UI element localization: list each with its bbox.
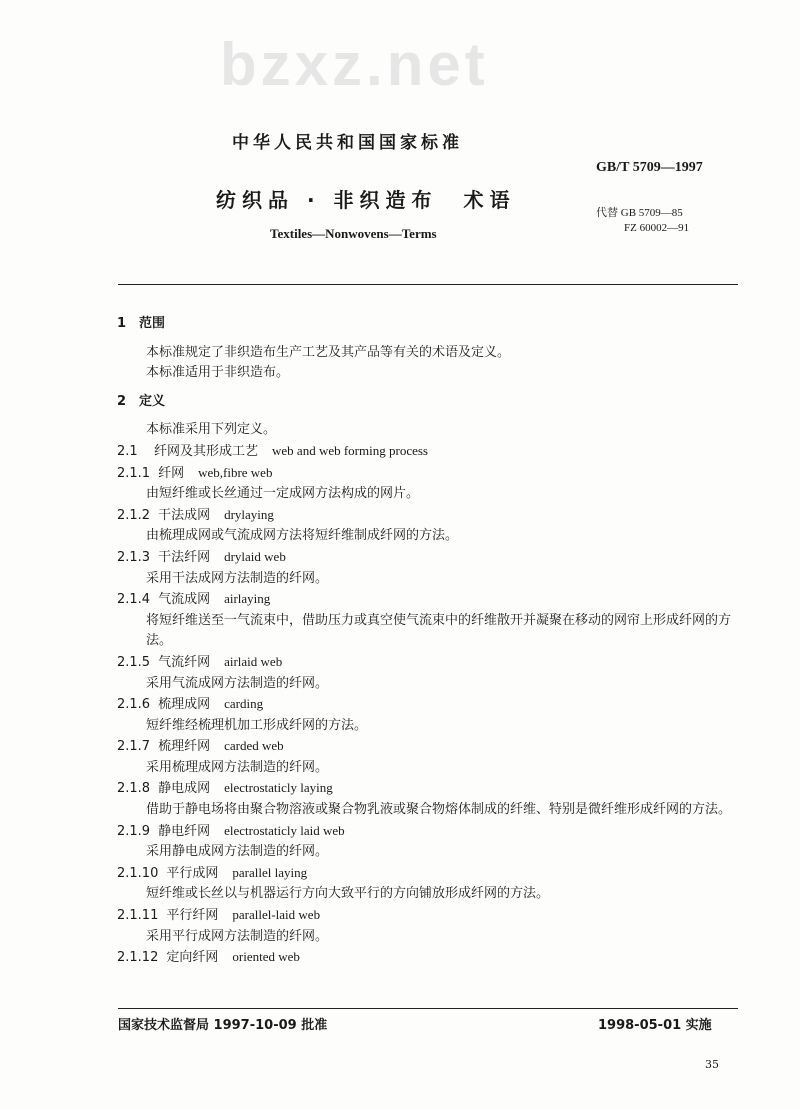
term-number: 2.1.2 (117, 507, 151, 523)
term-zh: 干法成网 (158, 507, 211, 523)
term-en: drylaying (224, 506, 274, 522)
approval-date: 国家技术监督局 1997-10-09 批准 (118, 1018, 328, 1033)
term-zh: 平行成网 (166, 865, 219, 881)
term-definition: 采用平行成网方法制造的纤网。 (146, 928, 329, 944)
replaces-item: FZ 60002—91 (624, 222, 690, 234)
section-heading: 1 范围 (117, 316, 166, 331)
footer-divider (118, 1008, 738, 1009)
term-en: parallel-laid web (232, 907, 321, 923)
term-zh: 静电成网 (158, 781, 211, 797)
watermark: bzxz.net (220, 31, 489, 98)
term-en: oriented web (232, 949, 300, 965)
term-number: 2.1.1 (117, 465, 151, 481)
term-definition: 采用气流成网方法制造的纤网。 (146, 675, 329, 691)
term-heading (117, 441, 742, 463)
term-zh: 静电纤网 (158, 823, 211, 839)
paragraph: 本标准适用于非织造布。 (146, 365, 290, 381)
term-en: carding (224, 696, 264, 712)
replaces-block (596, 206, 689, 236)
term-zh: 梳理纤网 (158, 739, 211, 755)
term-number: 2.1.9 (117, 823, 151, 839)
term-zh: 梳理成网 (158, 697, 211, 713)
term-heading (117, 547, 742, 569)
english-title: Textiles—Nonwovens—Terms (270, 226, 437, 241)
term-en: electrostaticly laying (224, 780, 333, 796)
term-zh: 定向纤网 (166, 950, 219, 966)
replaces-label: 代替 (596, 207, 618, 219)
term-zh: 纤网及其形成工艺 (154, 443, 259, 459)
term-en: web and web forming process (272, 442, 428, 458)
section-heading: 2 定义 (117, 393, 166, 409)
term-heading (117, 863, 742, 885)
term-definition: 采用静电成网方法制造的纤网。 (146, 844, 329, 860)
term-number: 2.1.8 (117, 781, 151, 797)
term-heading (117, 905, 742, 927)
term-number: 2.1.12 (117, 950, 159, 966)
term-number: 2.1 (117, 443, 138, 459)
term-heading (117, 947, 742, 969)
effective-date: 1998-05-01 实施 (598, 1018, 712, 1033)
standard-code: GB/T 5709—1997 (596, 160, 703, 175)
term-definition: 将短纤维送至一气流束中，借助压力或真空使气流束中的纤维散开并凝聚在移动的网帘上形成纤网的方法。 (146, 612, 732, 649)
term-heading (117, 589, 742, 611)
standard-type: 中华人民共和国国家标准 (232, 133, 463, 153)
header-divider (118, 284, 738, 285)
term-zh: 平行纤网 (166, 908, 219, 924)
paragraph: 本标准规定了非织造布生产工艺及其产品等有关的术语及定义。 (146, 344, 511, 360)
term-definition: 由梳理成网或气流成网方法将短纤维制成纤网的方法。 (146, 528, 459, 544)
term-en: web,fibre web (198, 464, 273, 480)
term-en: airlaid web (224, 653, 283, 669)
term-number: 2.1.11 (117, 908, 159, 924)
term-en: electrostaticly laid web (224, 822, 345, 838)
page-number: 35 (705, 1058, 719, 1071)
page-title: 纺织品 · 非织造布 术语 (216, 188, 516, 212)
term-en: carded web (224, 738, 284, 754)
term-heading (117, 463, 742, 485)
term-zh: 气流成网 (158, 592, 211, 608)
term-en: parallel laying (232, 864, 308, 880)
term-en: airlaying (224, 591, 271, 607)
term-definition: 短纤维或长丝以与机器运行方向大致平行的方向铺放形成纤网的方法。 (146, 886, 550, 902)
term-heading (117, 652, 742, 674)
term-heading (117, 736, 742, 758)
term-heading (117, 778, 742, 800)
term-zh: 干法纤网 (158, 549, 211, 565)
replaces-item: GB 5709—85 (620, 207, 683, 219)
term-heading (117, 821, 742, 843)
paragraph: 本标准采用下列定义。 (146, 422, 277, 438)
term-definition: 采用梳理成网方法制造的纤网。 (146, 759, 329, 775)
term-heading (117, 694, 742, 716)
term-number: 2.1.6 (117, 697, 151, 713)
term-zh: 纤网 (158, 465, 185, 481)
term-number: 2.1.10 (117, 865, 159, 881)
term-heading (117, 505, 742, 527)
term-list (117, 441, 742, 969)
document-body (117, 314, 742, 969)
term-en: drylaid web (224, 548, 286, 564)
term-definition: 采用干法成网方法制造的纤网。 (146, 570, 329, 586)
term-number: 2.1.5 (117, 654, 151, 670)
term-definition: 由短纤维或长丝通过一定成网方法构成的网片。 (146, 486, 420, 502)
term-definition: 短纤维经梳理机加工形成纤网的方法。 (146, 717, 368, 733)
term-definition: 借助于静电场将由聚合物溶液或聚合物乳液或聚合物熔体制成的纤维、特别是微纤维形成纤网的方法。 (146, 802, 732, 818)
term-zh: 气流纤网 (158, 654, 211, 670)
term-number: 2.1.4 (117, 592, 151, 608)
term-number: 2.1.3 (117, 549, 151, 565)
term-number: 2.1.7 (117, 739, 151, 755)
